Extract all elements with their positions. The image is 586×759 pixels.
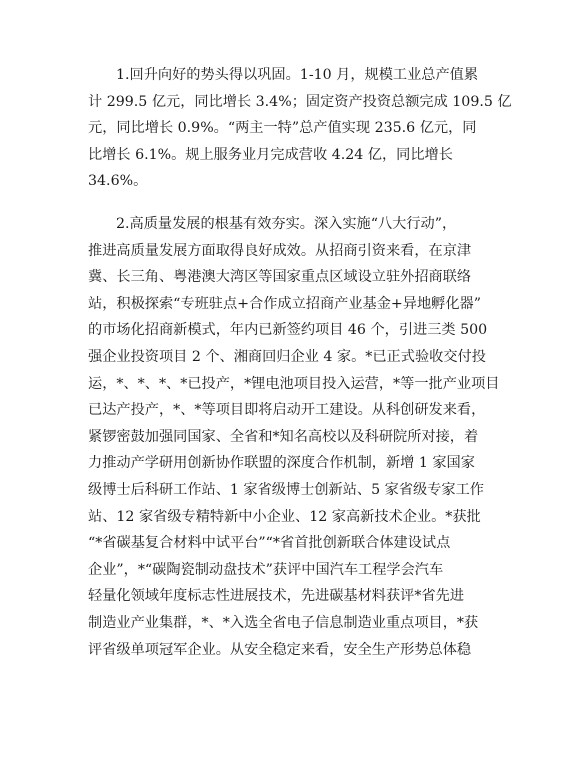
paragraph-line: 企业”，*“碳陶瓷制动盘技术”获评中国汽车工程学会汽车 <box>88 561 444 578</box>
paragraph-line: 冀、长三角、粤港澳大湾区等国家重点区域设立驻外招商联络 <box>88 269 472 286</box>
paragraph-high-quality-development <box>88 211 508 663</box>
paragraph-line: 力推动产学研用创新协作联盟的深度合作机制，新增 1 家国家 <box>88 455 475 472</box>
paragraph-line: 的市场化招商新模式，年内已新签约项目 46 个，引进三类 500 <box>88 322 488 339</box>
paragraph-line: 紧锣密鼓加强同国家、全省和*知名高校以及科研院所对接，着 <box>88 428 479 445</box>
paragraph-line: 评省级单项冠军企业。从安全稳定来看，安全生产形势总体稳 <box>88 641 472 658</box>
paragraph-line: 34.6%。 <box>88 173 148 190</box>
paragraph-line: 制造业产业集群，*、*入选全省电子信息制造业重点项目，*获 <box>88 614 479 631</box>
paragraph-line: 比增长 6.1%。规上服务业月完成营收 4.24 亿，同比增长 <box>88 146 453 163</box>
paragraph-line: 元，同比增长 0.9%。“两主一特”总产值实现 235.6 亿元，同 <box>88 120 477 137</box>
paragraph-line: 站、12 家省级专精特新中小企业、12 家高新技术企业。*获批 <box>88 508 481 525</box>
paragraph-line: 站，积极探索“专班驻点+合作成立招商产业基金+异地孵化器” <box>88 295 481 312</box>
paragraph-line: 推进高质量发展方面取得良好成效。从招商引资来看，在京津 <box>88 242 472 259</box>
paragraph-line: 2.高质量发展的根基有效夯实。深入实施“八大行动”， <box>116 216 457 232</box>
paragraph-economic-recovery <box>88 62 512 195</box>
paragraph-line: 级博士后科研工作站、1 家省级博士创新站、5 家省级专家工作 <box>88 481 484 498</box>
paragraph-line: 1.回升向好的势头得以巩固。1-10 月，规模工业总产值累 <box>116 67 479 83</box>
paragraph-line: 轻量化领域年度标志性进展技术，先进碳基材料获评*省先进 <box>88 588 464 605</box>
paragraph-line: 计 299.5 亿元，同比增长 3.4%；固定资产投资总额完成 109.5 亿 <box>88 93 512 110</box>
paragraph-line: 强企业投资项目 2 个、湘商回归企业 4 家。*已正式验收交付投 <box>88 348 486 365</box>
paragraph-line: “*省碳基复合材料中试平台”“*省首批创新联合体建设试点 <box>88 535 451 552</box>
paragraph-line: 已达产投产，*、*等项目即将启动开工建设。从科创研发来看， <box>88 402 486 419</box>
paragraph-line: 运，*、*、*、*已投产，*锂电池项目投入运营，*等一批产业项目 <box>88 375 500 392</box>
